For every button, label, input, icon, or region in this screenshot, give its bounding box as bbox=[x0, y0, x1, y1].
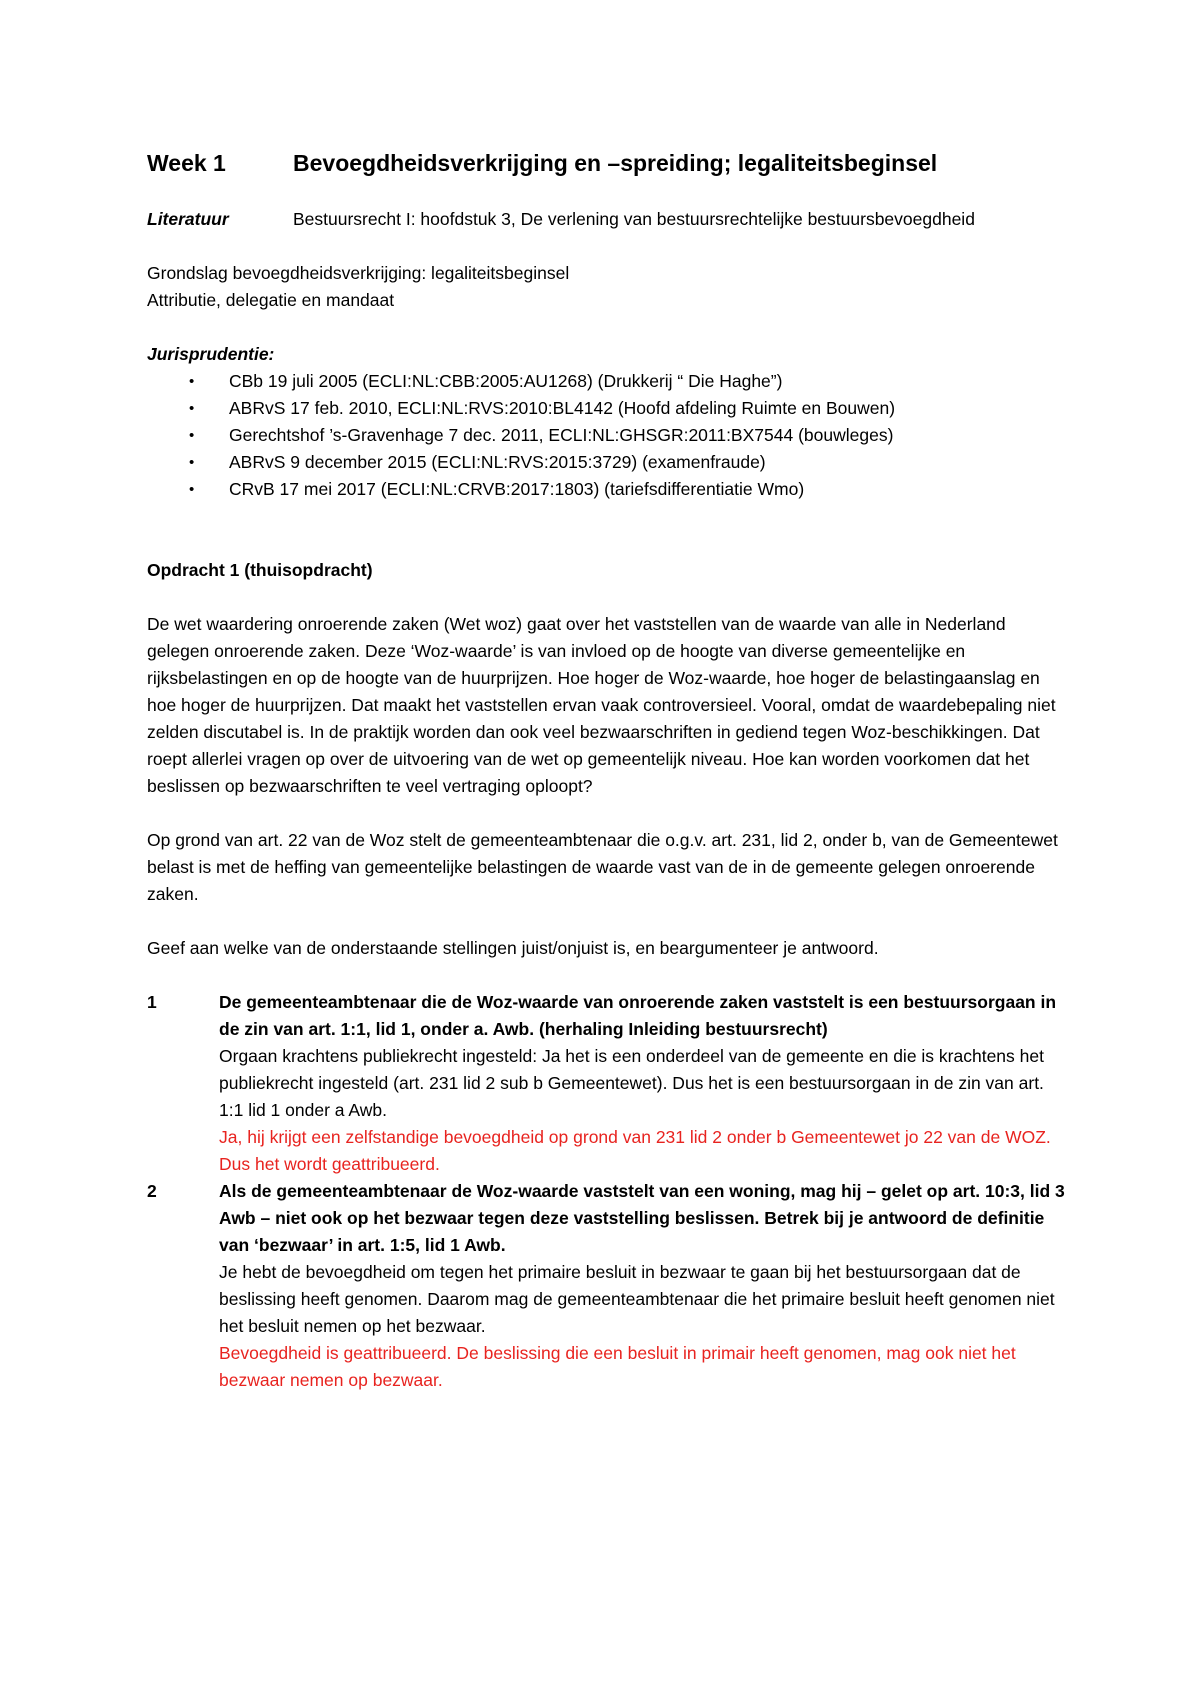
opdracht-paragraph: De wet waardering onroerende zaken (Wet woz) gaat over het vaststellen van de waarde van alle in Nederland gelegen onroerende zaken. Deze ‘Woz-waarde’ is van invloed op de hoogte van diverse gemeentelijke en rijksbelastingen en op de hoogte van de huurprijzen. Hoe hoger de Woz-waarde, hoe hoger de belastingaanslag en hoe hoger de huurprijzen. Dat maakt het vaststellen ervan vaak controversieel. Vooral, omdat de waardebepaling niet zelden discutabel is. In de praktijk worden dan ook veel bezwaarschriften in gediend tegen Woz-beschikkingen. Dat roept allerlei vragen op over de uitvoering van de wet op gemeentelijk niveau. Hoe kan worden voorkomen dat het beslissen op bezwaarschriften te veel vertraging oploopt? bbox=[147, 614, 1056, 796]
list-item bbox=[147, 422, 1067, 449]
page-title: Bevoegdheidsverkrijging en –spreiding; legaliteitsbeginsel bbox=[293, 150, 938, 176]
case-reference: Gerechtshof ’s-Gravenhage 7 dec. 2011, ECLI:NL:GHSGR:2011:BX7544 (bouwleges) bbox=[229, 425, 894, 445]
case-reference: ABRvS 17 feb. 2010, ECLI:NL:RVS:2010:BL4142 (Hoofd afdeling Ruimte en Bouwen) bbox=[229, 398, 896, 418]
question-number: 1 bbox=[147, 992, 157, 1012]
list-item bbox=[147, 368, 1067, 395]
bullet-icon: • bbox=[189, 454, 195, 471]
jurisprudentie-list bbox=[147, 368, 1067, 503]
document-page bbox=[147, 148, 1067, 1394]
literatuur-row bbox=[147, 206, 1067, 233]
list-item bbox=[147, 476, 1067, 503]
bullet-icon: • bbox=[189, 481, 195, 498]
topic-item: Attributie, delegatie en mandaat bbox=[147, 290, 395, 310]
question-number: 2 bbox=[147, 1181, 157, 1201]
question-body bbox=[219, 989, 1067, 1178]
list-item bbox=[147, 449, 1067, 476]
week-label: Week 1 bbox=[147, 150, 226, 176]
literatuur-text: Bestuursrecht I: hoofdstuk 3, De verlening van bestuursrechtelijke bestuursbevoegdheid bbox=[293, 209, 975, 229]
topic-item: Grondslag bevoegdheidsverkrijging: legaliteitsbeginsel bbox=[147, 263, 570, 283]
case-reference: CBb 19 juli 2005 (ECLI:NL:CBB:2005:AU1268) (Drukkerij “ Die Haghe”) bbox=[229, 371, 783, 391]
question-1 bbox=[147, 989, 1067, 1178]
question-body bbox=[219, 1178, 1067, 1394]
question-2 bbox=[147, 1178, 1067, 1394]
document-title bbox=[147, 148, 1067, 178]
correction-note: Bevoegdheid is geattribueerd. De beslissing die een besluit in primair heeft genomen, mag ook niet het bezwaar nemen op bezwaar. bbox=[219, 1343, 1016, 1390]
case-reference: CRvB 17 mei 2017 (ECLI:NL:CRVB:2017:1803) (tariefsdifferentiatie Wmo) bbox=[229, 479, 805, 499]
question-statement: Als de gemeenteambtenaar de Woz-waarde vaststelt van een woning, mag hij – gelet op art. 10:3, lid 3 Awb – niet ook op het bezwaar tegen deze vaststelling beslissen. Betrek bij je antwoord de definitie van ‘bezwaar’ in art. 1:5, lid 1 Awb. bbox=[219, 1181, 1065, 1255]
opdracht-paragraph: Op grond van art. 22 van de Woz stelt de gemeenteambtenaar die o.g.v. art. 231, lid 2, onder b, van de Gemeentewet belast is met de heffing van gemeentelijke belastingen de waarde vast van de in de gemeente gelegen onroerende zaken. bbox=[147, 830, 1058, 904]
question-statement: De gemeenteambtenaar die de Woz-waarde van onroerende zaken vaststelt is een bestuursorgaan in de zin van art. 1:1, lid 1, onder a. Awb. (herhaling Inleiding bestuursrecht) bbox=[219, 992, 1057, 1039]
correction-note: Ja, hij krijgt een zelfstandige bevoegdheid op grond van 231 lid 2 onder b Gemeentewet jo 22 van de WOZ. Dus het wordt geattribueerd. bbox=[219, 1127, 1051, 1174]
bullet-icon: • bbox=[189, 427, 195, 444]
spacer bbox=[147, 503, 1067, 557]
opdracht-heading: Opdracht 1 (thuisopdracht) bbox=[147, 560, 373, 580]
bullet-icon: • bbox=[189, 400, 195, 417]
jurisprudentie-heading: Jurisprudentie: bbox=[147, 344, 275, 364]
opdracht-instruction: Geef aan welke van de onderstaande stellingen juist/onjuist is, en beargumenteer je antwoord. bbox=[147, 938, 879, 958]
topics bbox=[147, 260, 1067, 314]
list-item bbox=[147, 395, 1067, 422]
case-reference: ABRvS 9 december 2015 (ECLI:NL:RVS:2015:3729) (examenfraude) bbox=[229, 452, 766, 472]
literatuur-label: Literatuur bbox=[147, 209, 229, 229]
student-answer: Je hebt de bevoegdheid om tegen het primaire besluit in bezwaar te gaan bij het bestuursorgaan dat de beslissing heeft genomen. Daarom mag de gemeenteambtenaar die het primaire besluit heeft genomen niet het besluit nemen op het bezwaar. bbox=[219, 1262, 1055, 1336]
bullet-icon: • bbox=[189, 373, 195, 390]
student-answer: Orgaan krachtens publiekrecht ingesteld: Ja het is een onderdeel van de gemeente en die is krachtens het publiekrecht ingesteld (art. 231 lid 2 sub b Gemeentewet). Dus het is een bestuursorgaan in de zin van art. 1:1 lid 1 onder a Awb. bbox=[219, 1046, 1044, 1120]
jurisprudentie-section bbox=[147, 341, 1067, 503]
